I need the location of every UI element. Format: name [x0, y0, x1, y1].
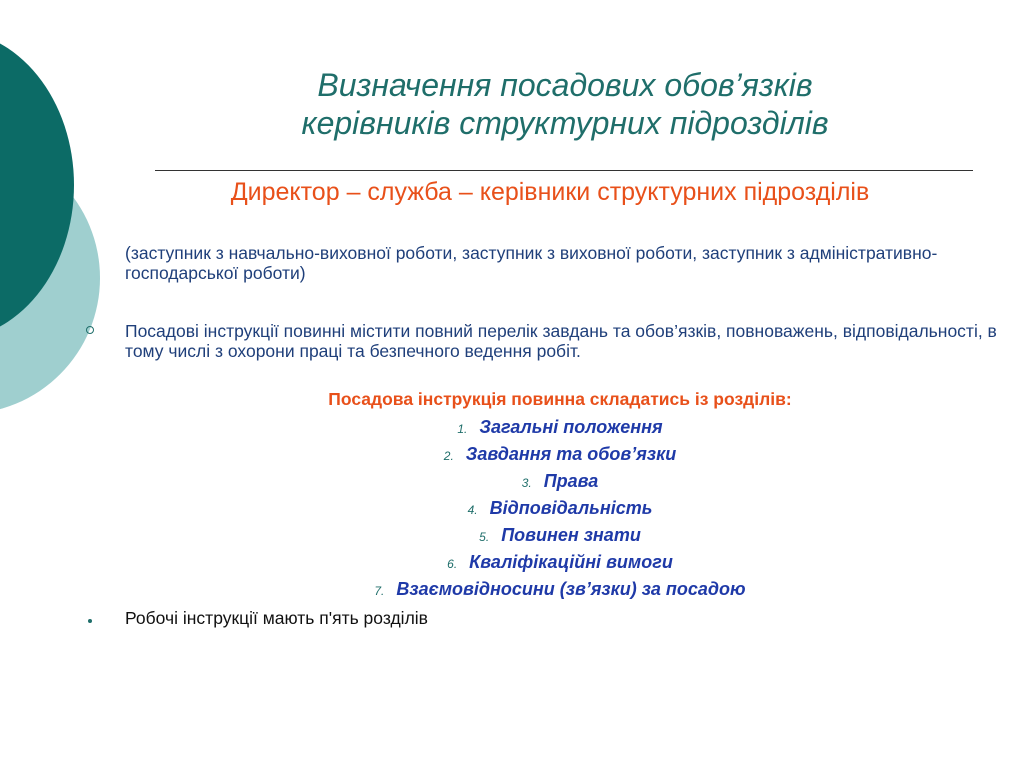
list-item-number: 4. — [467, 503, 478, 517]
list-item — [130, 549, 990, 576]
list-item-number: 3. — [521, 476, 532, 490]
list-item-label: Взаємовідносини (зв’язки) за посадою — [396, 579, 746, 599]
closing-line: Робочі інструкції мають п'ять розділів — [125, 608, 428, 628]
sections-list — [130, 414, 990, 603]
list-item-number: 1. — [457, 422, 468, 436]
title-line-1: Визначення посадових обов’язків — [317, 67, 813, 103]
list-item-number: 7. — [374, 584, 385, 598]
instructions-paragraph: Посадові інструкції повинні містити повний перелік завдань та обов’язків, повноважень, відповідальності, в тому числі з охорони праці та безпечного ведення робіт. — [125, 321, 997, 361]
list-item — [130, 468, 990, 495]
deputies-paragraph: (заступник з навчально-виховної роботи, заступник з виховної роботи, заступник з адміністративно-господарської роботи) — [125, 243, 938, 283]
slide-title — [150, 66, 980, 142]
list-item — [130, 576, 990, 603]
list-item-label: Загальні положення — [479, 417, 663, 437]
title-divider — [155, 170, 973, 171]
list-item — [130, 441, 990, 468]
list-item — [130, 495, 990, 522]
list-item-number: 2. — [443, 449, 454, 463]
list-item-label: Права — [543, 471, 599, 491]
sections-heading: Посадова інструкція повинна складатись із розділів: — [328, 389, 792, 409]
list-item-number: 6. — [447, 557, 458, 571]
list-item-label: Кваліфікаційні вимоги — [469, 552, 673, 572]
dot-bullet-icon — [88, 619, 92, 623]
list-item-number: 5. — [479, 530, 490, 544]
slide-subtitle: Директор – служба – керівники структурних підрозділів — [230, 178, 870, 206]
list-item-label: Відповідальність — [489, 498, 653, 518]
list-item — [130, 522, 990, 549]
circle-bullet-icon — [86, 326, 94, 334]
list-item — [130, 414, 990, 441]
title-line-2: керівників структурних підрозділів — [301, 105, 829, 141]
list-item-label: Повинен знати — [501, 525, 641, 545]
list-item-label: Завдання та обов’язки — [465, 444, 677, 464]
